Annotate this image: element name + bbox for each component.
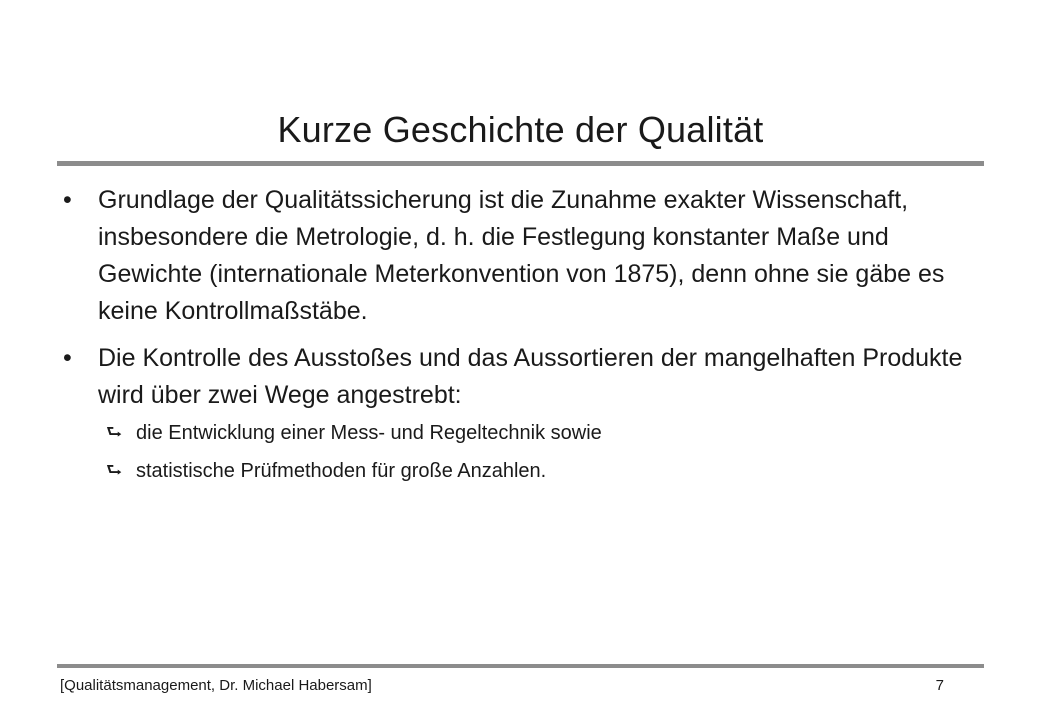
bullet-list: [63, 182, 963, 500]
page-number: 7: [935, 677, 944, 694]
slide-title: Kurze Geschichte der Qualität: [277, 109, 764, 150]
footer-course-label: [Qualitätsmanagement, Dr. Michael Habersam]: [60, 677, 372, 694]
sub-bullet-text: statistische Prüfmethoden für große Anzahlen.: [136, 460, 547, 482]
bullet-marker: •: [63, 344, 72, 372]
title-divider: [57, 161, 984, 166]
bullet-marker: •: [63, 186, 72, 214]
sub-bullet-item: [106, 452, 963, 490]
bullet-text: Grundlage der Qualitätssicherung ist die Zunahme exakter Wissenschaft, insbesondere die Metrologie, d. h. die Festlegung konstanter Maße und Gewichte (internationale Meterkonvention von 1875), denn ohne sie gäbe es keine Kontrollmaßstäbe.: [98, 186, 945, 325]
sub-bullet-text: die Entwicklung einer Mess- und Regeltechnik sowie: [136, 422, 602, 444]
bullet-text: Die Kontrolle des Ausstoßes und das Aussortieren der mangelhaften Produkte wird über zwei Wege angestrebt:: [98, 344, 963, 409]
sub-bullet-item: [106, 414, 963, 452]
footer-divider: [57, 664, 984, 668]
arrow-right-hook-icon: ⮑: [106, 422, 123, 443]
sub-bullet-list: [98, 414, 963, 490]
arrow-right-hook-icon: ⮑: [106, 460, 123, 481]
bullet-item: [63, 182, 963, 330]
bullet-item: [63, 340, 963, 490]
